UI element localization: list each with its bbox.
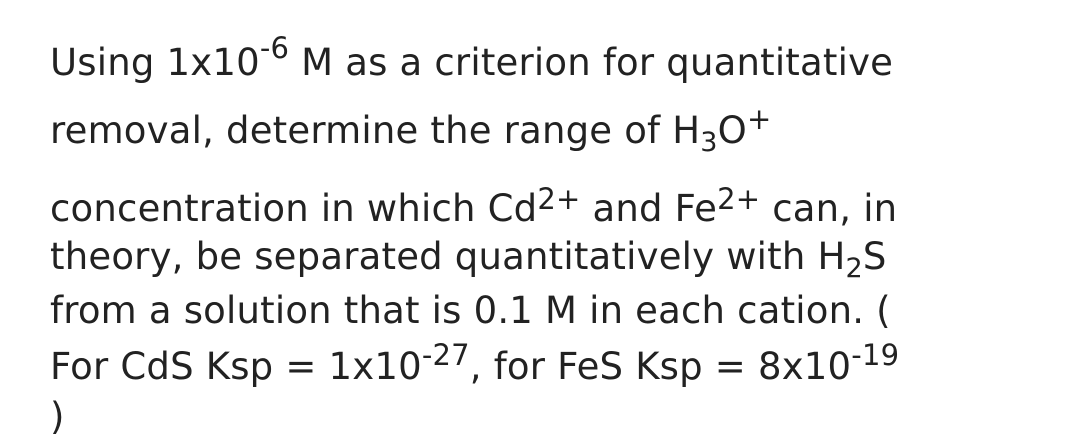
question-line-5 [50,289,891,332]
line-4-text-a: theory, be separated quantitatively with H [50,235,846,278]
line-3-text-a: concentration in which Cd [50,187,538,230]
line-7-text-a: ) [50,395,65,438]
cadmium-charge: 2+ [537,182,581,216]
line-3-text-c: can, in [760,187,898,230]
fes-ksp-exponent: -19 [851,338,900,372]
iron-charge: 2+ [717,182,761,216]
question-line-7 [50,395,65,438]
line-2-text-a: removal, determine the range of H [50,109,701,152]
line-3-text-b: and Fe [580,187,718,230]
hydronium-subscript: 3 [700,127,718,158]
line-1-text-b: M as a criterion for quantitative [289,41,894,84]
line-6-text-a: For CdS Ksp = 1x10 [50,345,422,388]
question-line-6 [50,338,900,388]
question-line-3 [50,182,898,230]
question-line-1 [50,31,894,84]
line-2-text-b: O [717,109,747,152]
question-line-4 [50,235,887,284]
line-4-text-b: S [862,235,887,278]
hydronium-charge: + [747,102,772,136]
cds-ksp-exponent: -27 [421,338,470,372]
hydrogen-sulfide-subscript: 2 [845,253,863,284]
concentration-exponent: -6 [259,31,290,65]
line-6-text-b: , for FeS Ksp = 8x10 [469,345,852,388]
question-line-2 [50,102,772,158]
line-1-text-a: Using 1x10 [50,41,260,84]
line-5-text-a: from a solution that is 0.1 M in each cation. ( [50,289,891,332]
